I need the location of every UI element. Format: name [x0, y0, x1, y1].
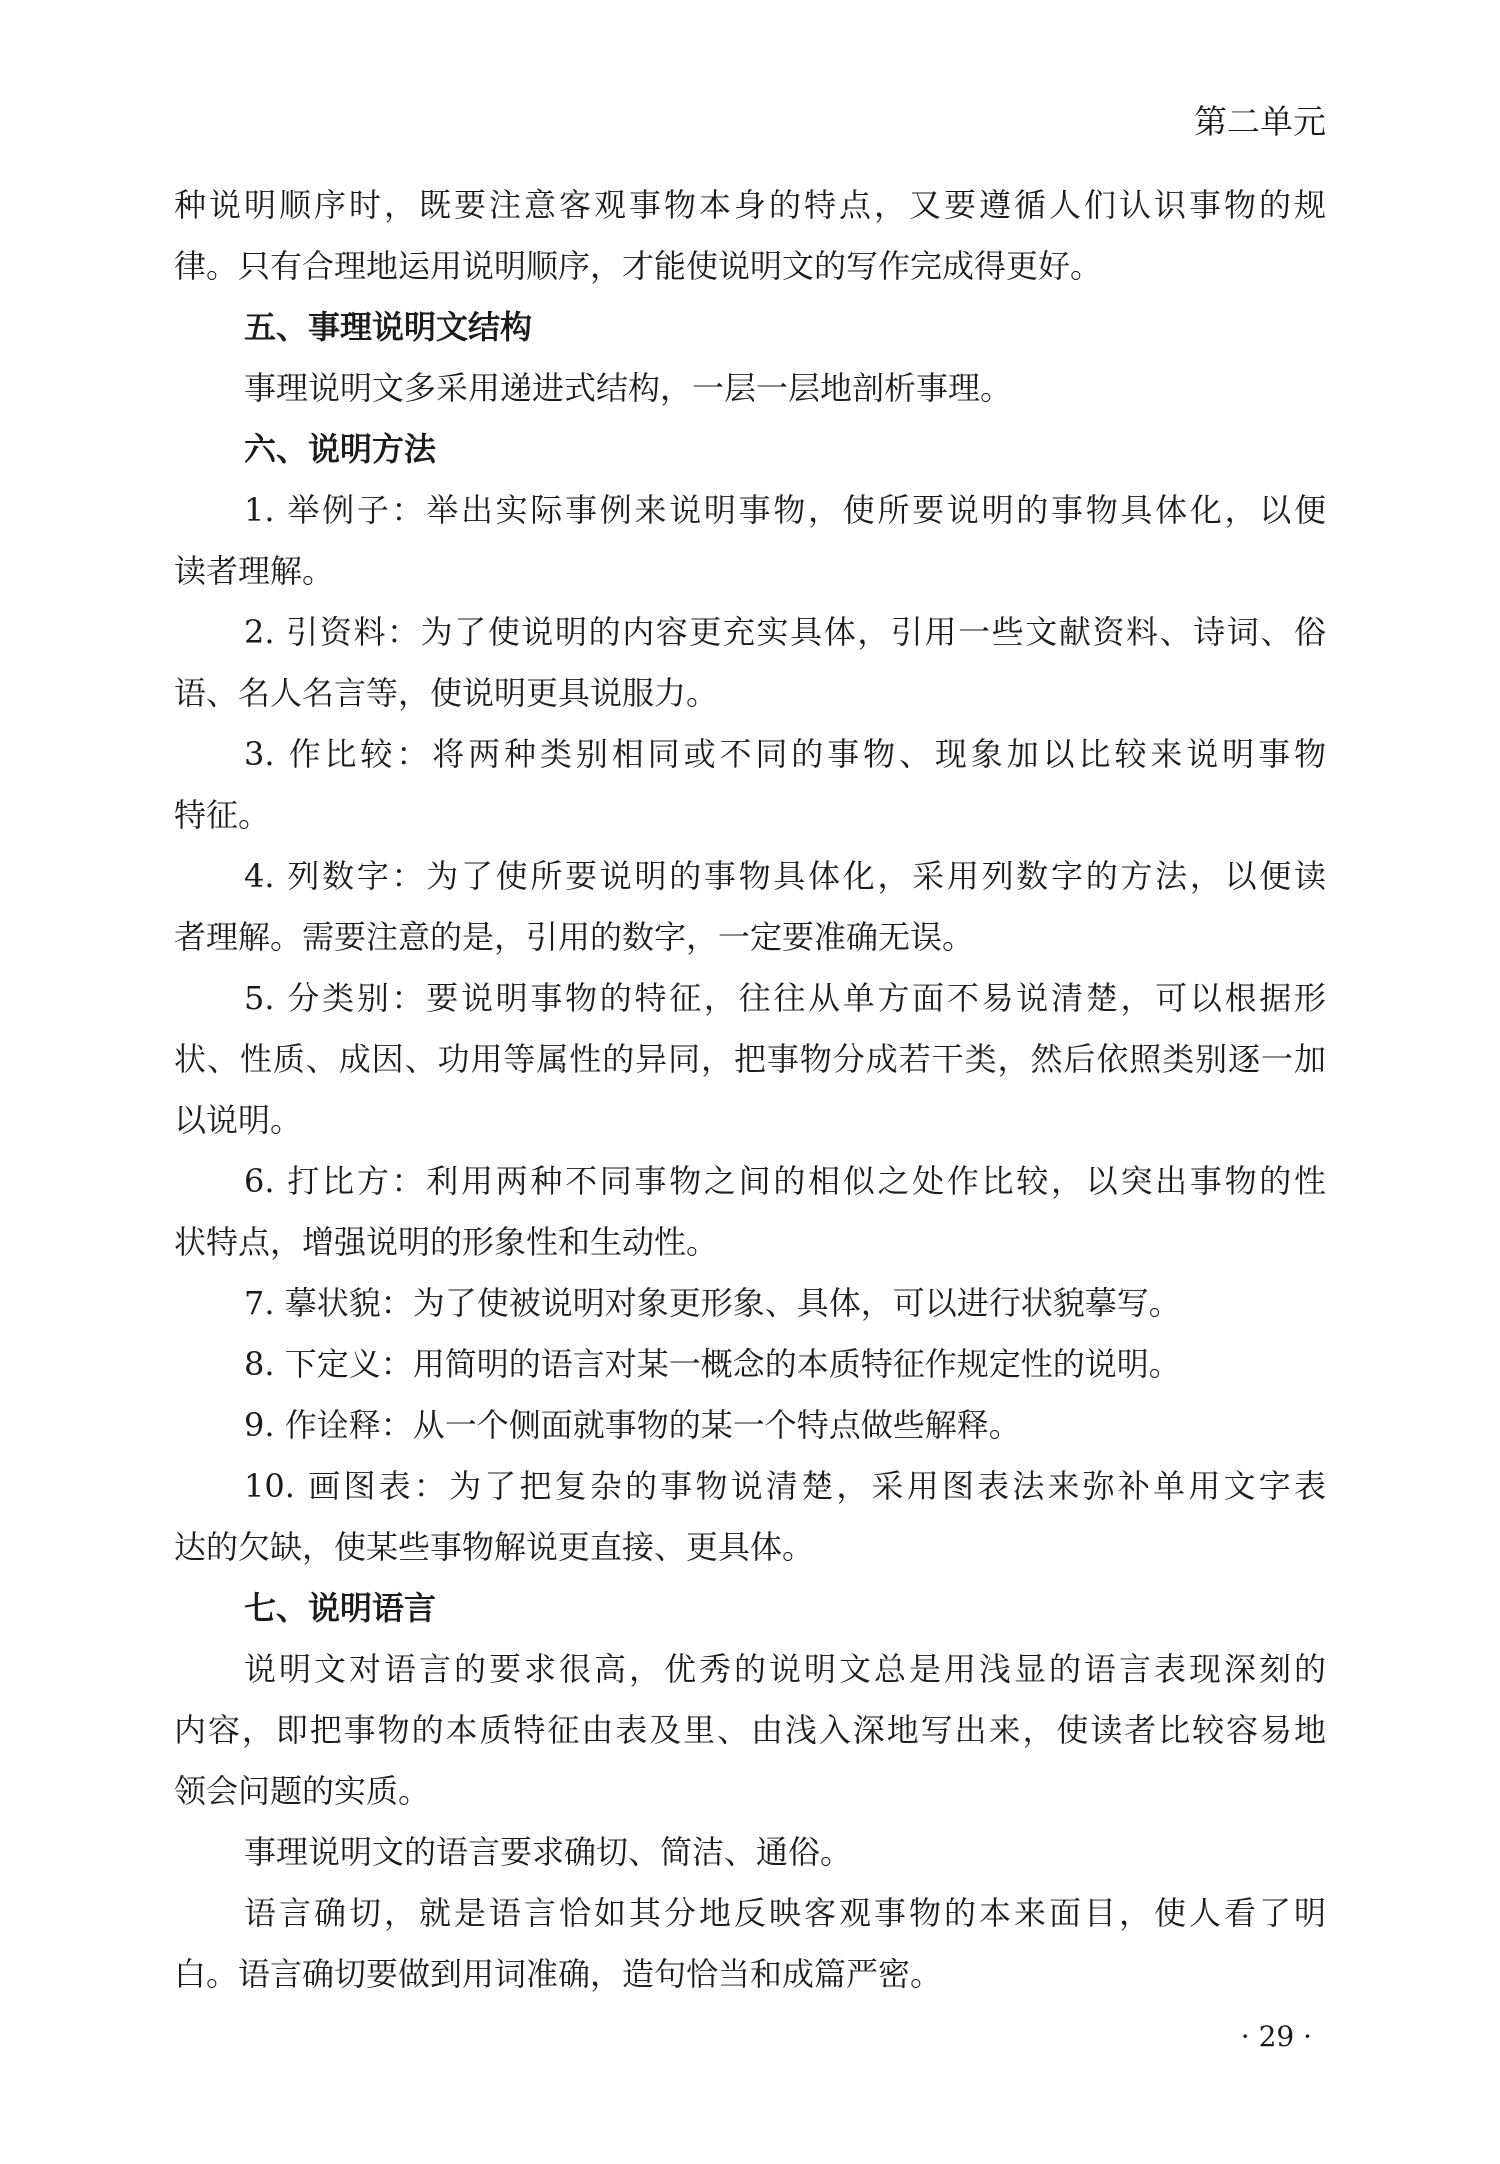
method-line: 6. 打比方：利用两种不同事物之间的相似之处作比较，以突出事物的性 — [244, 1162, 1326, 1200]
section-heading: 六、说明方法 — [244, 430, 437, 468]
method-item — [174, 1151, 1326, 1273]
method-line: 语、名人名言等，使说明更具说服力。 — [174, 674, 719, 712]
method-line: 3. 作比较：将两种类别相同或不同的事物、现象加以比较来说明事物 — [244, 735, 1326, 773]
paragraph-line: 语言确切，就是语言恰如其分地反映客观事物的本来面目，使人看了明 — [244, 1894, 1326, 1932]
method-item — [174, 602, 1326, 724]
running-head: 第二单元 — [1194, 102, 1326, 141]
method-line: 者理解。需要注意的是，引用的数字，一定要准确无误。 — [174, 918, 975, 956]
method-line: 9. 作诠释：从一个侧面就事物的某一个特点做些解释。 — [244, 1406, 1021, 1444]
section-structure — [174, 297, 1326, 419]
method-line: 10. 画图表：为了把复杂的事物说清楚，采用图表法来弥补单用文字表 — [244, 1467, 1326, 1505]
method-item — [174, 846, 1326, 968]
method-item — [174, 1456, 1326, 1578]
method-line: 8. 下定义：用简明的语言对某一概念的本质特征作规定性的说明。 — [244, 1345, 1181, 1383]
section-language — [174, 1578, 1326, 2005]
paragraph — [174, 1822, 1326, 1883]
method-line: 状特点，增强说明的形象性和生动性。 — [174, 1223, 719, 1261]
method-item — [174, 968, 1326, 1151]
method-line: 5. 分类别：要说明事物的特征，往往从单方面不易说清楚，可以根据形 — [244, 979, 1326, 1017]
method-line: 达的欠缺，使某些事物解说更直接、更具体。 — [174, 1528, 815, 1566]
paragraph-line: 白。语言确切要做到用词准确，造句恰当和成篇严密。 — [174, 1955, 943, 1993]
method-item — [174, 1395, 1326, 1456]
paragraph-line: 说明文对语言的要求很高，优秀的说明文总是用浅显的语言表现深刻的 — [244, 1650, 1326, 1688]
method-item — [174, 1334, 1326, 1395]
method-item — [174, 1273, 1326, 1334]
method-item — [174, 724, 1326, 846]
method-line: 以说明。 — [174, 1101, 303, 1139]
section-heading: 五、事理说明文结构 — [244, 308, 533, 346]
paragraph — [174, 1639, 1326, 1822]
paragraph-line: 内容，即把事物的本质特征由表及里、由浅入深地写出来，使读者比较容易地 — [174, 1711, 1326, 1749]
section-heading: 七、说明语言 — [244, 1589, 437, 1627]
method-line: 读者理解。 — [174, 552, 335, 590]
paragraph-line: 律。只有合理地运用说明顺序，才能使说明文的写作完成得更好。 — [174, 247, 1103, 285]
paragraph-line: 领会问题的实质。 — [174, 1772, 431, 1810]
intro-paragraph — [174, 175, 1326, 297]
method-line: 2. 引资料：为了使说明的内容更充实具体，引用一些文献资料、诗词、俗 — [244, 613, 1326, 651]
method-item — [174, 480, 1326, 602]
paragraph — [174, 1883, 1326, 2005]
paragraph-line: 事理说明文多采用递进式结构，一层一层地剖析事理。 — [244, 369, 1013, 407]
page-body — [174, 175, 1326, 2005]
method-line: 4. 列数字：为了使所要说明的事物具体化，采用列数字的方法，以便读 — [244, 857, 1326, 895]
method-line: 状、性质、成因、功用等属性的异同，把事物分成若干类，然后依照类别逐一加 — [174, 1040, 1326, 1078]
paragraph-line: 事理说明文的语言要求确切、简洁、通俗。 — [244, 1833, 853, 1871]
method-line: 7. 摹状貌：为了使被说明对象更形象、具体，可以进行状貌摹写。 — [244, 1284, 1181, 1322]
section-methods — [174, 419, 1326, 1578]
method-line: 1. 举例子：举出实际事例来说明事物，使所要说明的事物具体化，以便 — [244, 491, 1326, 529]
page-number: · 29 · — [1240, 2020, 1312, 2053]
method-line: 特征。 — [174, 796, 271, 834]
paragraph-line: 种说明顺序时，既要注意客观事物本身的特点，又要遵循人们认识事物的规 — [174, 186, 1326, 224]
